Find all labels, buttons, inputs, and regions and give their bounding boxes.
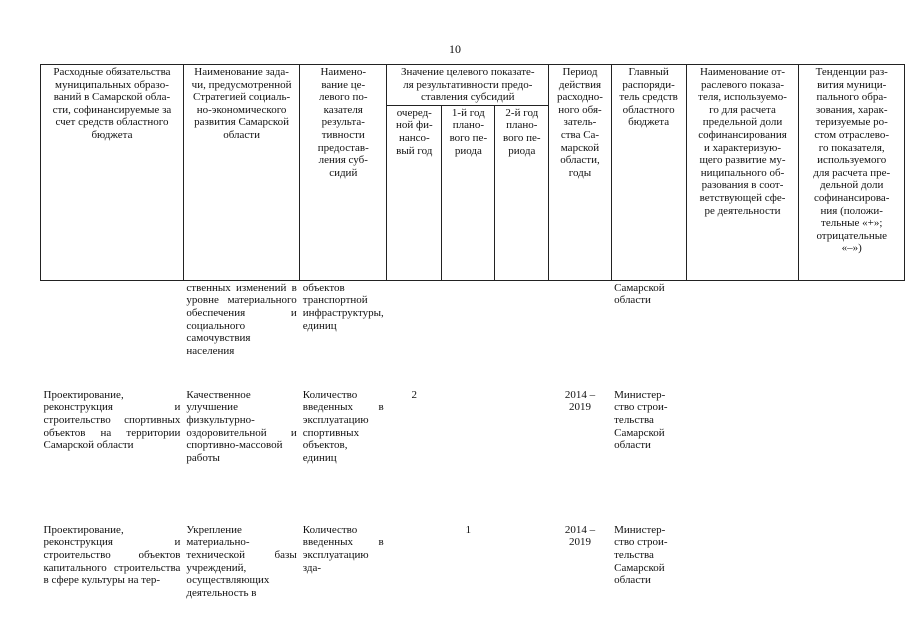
subsidy-table — [40, 64, 905, 635]
header-current-year: очеред- ной фи- нансо- вый год — [387, 105, 442, 280]
row-value-current — [387, 518, 442, 635]
header-indicator-name: Наимено- вание це- левого по- казателя результа- тивности предостав- ления суб- сидий — [300, 65, 387, 281]
row-value-current — [387, 280, 442, 383]
header-expense-obligations: Расходные обязательства муниципальных образо- ваний в Самарской обла- сти, софинансируемые за счет средств областного бюджета — [41, 65, 184, 281]
table-row — [41, 518, 905, 635]
row-value-plan2 — [495, 383, 549, 518]
row-sector-cell — [686, 518, 799, 635]
header-indicator-values: Значение целевого показате- ля результативности предо- ставления субсидий — [387, 65, 549, 106]
row-expense-cell — [41, 280, 184, 383]
row-indicator-cell: Количество введенных в эксплуатацию спортивных объектов, единиц — [302, 388, 384, 464]
row-admin-cell: Самарской области — [614, 281, 665, 307]
header-development-trends: Тенденции раз- вития муници- пального обра- зования, харак- теризуемые ро- стом отраслево- го показателя, используемого для расчета пре- дельной доли софинансирова- ния (положи- тельные «+»; отрицательные «–») — [799, 65, 905, 281]
row-value-plan2 — [495, 518, 549, 635]
page-number: 10 — [449, 42, 461, 56]
row-value-plan1 — [442, 280, 495, 383]
row-indicator-cell: объектов транспортной инфраструктуры, единиц — [302, 281, 384, 332]
row-value-plan1 — [442, 383, 495, 518]
header-plan-year-2: 2-й год плано- вого пе- риода — [495, 105, 549, 280]
row-trend-cell — [799, 280, 905, 383]
row-period-cell: 2014 – 2019 — [564, 523, 596, 549]
header-task-name: Наименование зада- чи, предусмотренной Стратегией социаль- но-экономического развития Самарской области — [183, 65, 299, 281]
row-task-cell: ственных изменений в уровне материального обеспечения и социального самочувствия населения — [186, 281, 297, 357]
row-admin-cell: Министер- ство строи- тельства Самарской области — [614, 523, 668, 587]
row-task-cell: Качественное улучшение физкультурно-оздоровительной и спортивно-массовой работы — [186, 388, 297, 464]
row-period-cell — [549, 280, 611, 383]
header-budget-administrator: Главный распоряди- тель средств областного бюджета — [611, 65, 686, 281]
table-row — [41, 383, 905, 518]
row-value-plan2 — [495, 280, 549, 383]
row-indicator-cell: Количество введенных в эксплуатацию зда- — [302, 523, 384, 574]
header-plan-year-1: 1-й год плано- вого пе- риода — [442, 105, 495, 280]
row-expense-cell: Проектирование, реконструкция и строительство спортивных объектов на территории Самарской области — [43, 388, 181, 452]
row-sector-cell — [686, 280, 799, 383]
row-admin-cell: Министер- ство строи- тельства Самарской области — [614, 388, 668, 452]
row-sector-cell — [686, 383, 799, 518]
row-value-plan1: 1 — [465, 523, 472, 536]
row-task-cell: Укрепление материально-технической базы учреждений, осуществляющих деятельность в — [186, 523, 297, 599]
row-period-cell: 2014 – 2019 — [564, 388, 596, 414]
header-period: Период действия расходно- ного обя- затель- ства Са- марской области, годы — [549, 65, 611, 281]
table-row — [41, 280, 905, 383]
row-value-current: 2 — [411, 388, 418, 401]
row-trend-cell — [799, 383, 905, 518]
row-expense-cell: Проектирование, реконструкция и строительство объектов капитального строительства в сфере культуры на тер- — [43, 523, 181, 587]
header-sector-indicator: Наименование от- раслевого показа- теля, используемо- го для расчета предельной доли софинансирования и характеризую- щего развитие му- ниципального об- разования в соот- ветствующей сфе- ре деятельности — [686, 65, 799, 281]
row-trend-cell — [799, 518, 905, 635]
